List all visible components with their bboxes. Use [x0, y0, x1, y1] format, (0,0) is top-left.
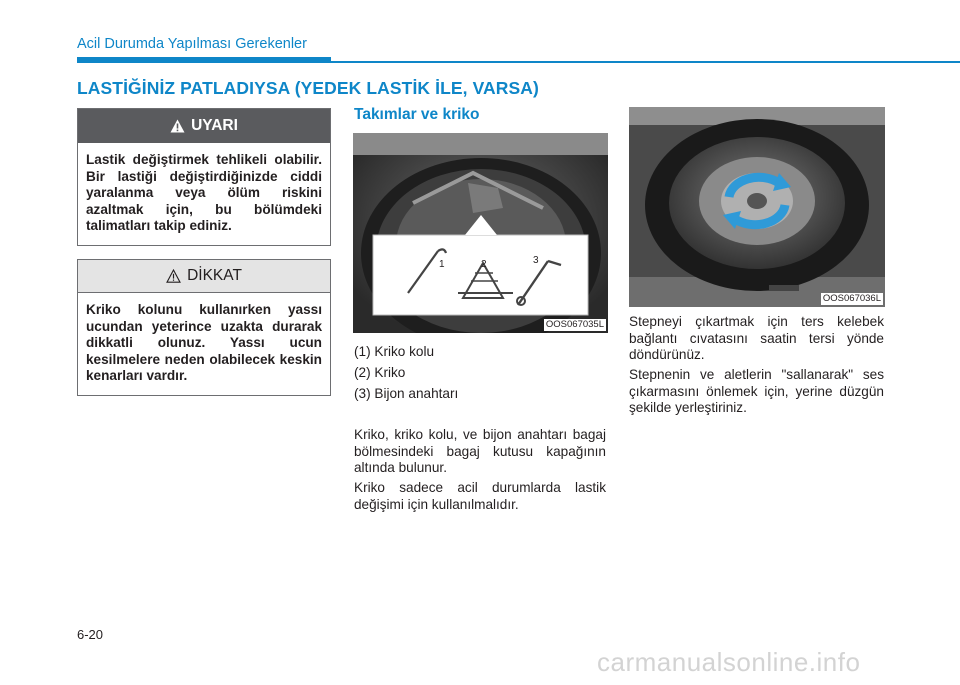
caution-box: [77, 259, 331, 396]
caution-text: Kriko kolunu kullanırken yassı ucundan yeterince uzakta durarak dikkatli olunuz. Yassı ucun kesilmelere neden olabilecek keskin kenarları vardır.: [86, 302, 322, 383]
watermark: carmanualsonline.info: [597, 647, 861, 677]
warning-box: [77, 108, 331, 246]
callout-2: 2: [481, 259, 487, 270]
list-item: (2) Kriko: [354, 365, 406, 380]
tools-title: Takımlar ve kriko: [354, 106, 480, 123]
spare-tire-illustration: [629, 107, 885, 307]
callout-3: 3: [533, 255, 539, 266]
list-item: (3) Bijon anahtarı: [354, 386, 459, 401]
trunk-tools-illustration: [353, 133, 608, 333]
jack-usage-text: Kriko sadece acil durumlarda lastik değişimi için kullanılmalıdır.: [354, 480, 606, 512]
spare-removal-text: Stepneyi çıkartmak için ters kelebek bağlantı cıvatasını saatin tersi yönde döndürünüz.: [629, 314, 884, 362]
list-item: (1) Kriko kolu: [354, 344, 435, 359]
spare-storage-text: Stepnenin ve aletlerin "sallanarak" ses çıkarmasını önlemek için, yerine düzgün şekilde yerleştiriniz.: [629, 367, 884, 415]
jack-image-code: OOS067035L: [545, 319, 604, 330]
tools-location-text: Kriko, kriko kolu, ve bijon anahtarı bagaj bölmesindeki bagaj kutusu kapağının altında bulunur.: [354, 427, 606, 475]
page-title: LASTİĞİNİZ PATLADIYSA (YEDEK LASTİK İLE, VARSA): [77, 78, 539, 98]
caution-header: [78, 260, 330, 293]
header-bar: [77, 57, 331, 63]
caution-label: DİKKAT: [187, 267, 242, 284]
spare-tire-photo: [629, 107, 885, 307]
section-header: Acil Durumda Yapılması Gerekenler: [77, 36, 307, 52]
page-number: 6-20: [77, 627, 104, 642]
warning-header: [78, 109, 330, 143]
callout-1: 1: [439, 259, 445, 270]
warning-text: Lastik değiştirmek tehlikeli olabilir. Bir lastiği değiştirdiğinizde ciddi yaralanma veya ölüm riskini azaltmak için, bu bölümdeki talimatları takip ediniz.: [86, 152, 322, 233]
jack-tools-photo: [353, 133, 608, 333]
caution-triangle-icon: [166, 269, 181, 283]
warning-triangle-icon: [170, 119, 185, 133]
warning-label: UYARI: [191, 117, 238, 134]
header-rule: [331, 61, 960, 63]
spare-image-code: OOS067036L: [822, 293, 881, 304]
